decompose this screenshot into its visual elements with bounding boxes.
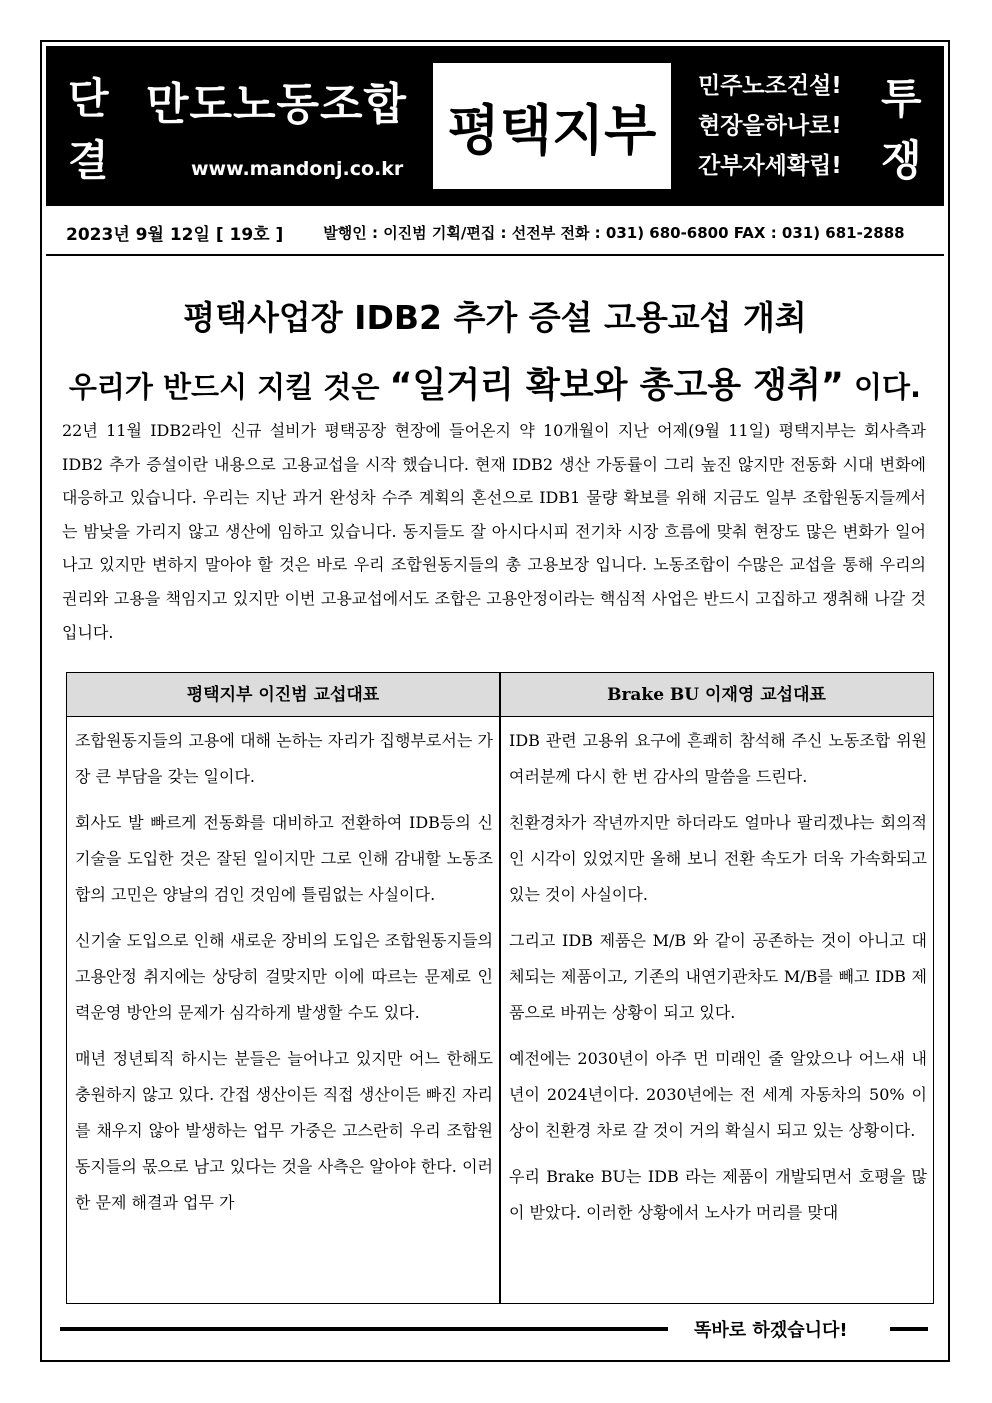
masthead-left-char-2: 결 <box>68 136 109 185</box>
table-column-divider <box>499 673 501 1303</box>
website-url: www.mandonj.co.kr <box>191 158 404 180</box>
masthead-right-char-2: 쟁 <box>881 136 922 185</box>
footer-rule-right <box>890 1327 928 1331</box>
left-paragraph: 조합원동지들의 고용에 대해 논하는 자리가 집행부로서는 가장 큰 부담을 갖는 일이다. <box>75 731 493 786</box>
statements-table <box>66 672 934 1304</box>
right-column-header: Brake BU 이재영 교섭대표 <box>607 685 826 705</box>
headline: 평택사업장 IDB2 추가 증설 고용교섭 개최 <box>183 298 807 337</box>
issue-info-bar <box>46 210 944 256</box>
publisher-info: 발행인 : 이진범 기획/편집 : 선전부 전화 : 031) 680-6800 FAX : 031) 681-2888 <box>323 223 905 242</box>
right-paragraph: 예전에는 2030년이 아주 먼 미래인 줄 알았으나 어느새 내년이 2024년이다. 2030년에는 전 세계 자동차의 50% 이상이 친환경 차로 갈 것이 거의 확실시 되고 있는 상황이다. <box>509 1049 927 1140</box>
masthead-slogans <box>698 66 842 186</box>
left-paragraph: 신기술 도입으로 인해 새로운 장비의 도입은 조합원동지들의 고용안정 취지에는 상당히 걸맞지만 이에 따르는 문제로 인력운영 방안의 문제가 심각하게 발생할 수도 있다. <box>75 931 493 1022</box>
footer-slogan: 똑바로 하겠습니다! <box>694 1320 848 1341</box>
left-paragraph: 매년 정년퇴직 하시는 분들은 늘어나고 있지만 어느 한해도 충원하지 않고 있다. 간접 생산이든 직접 생산이든 빠진 자리를 채우지 않아 발생하는 업무 가중은 고스란히 우리 조합원동지들의 몫으로 남고 있다는 것을 사측은 알아야 한다. 이러한 문제 해결과 업무 가 <box>75 1049 493 1212</box>
left-paragraph: 회사도 발 빠르게 전동화를 대비하고 전환하여 IDB등의 신기술을 도입한 것은 잘된 일이지만 그로 인해 감내할 노동조합의 고민은 양날의 검인 것임에 틀림없는 사실이다. <box>75 813 493 904</box>
right-paragraph: 그리고 IDB 제품은 M/B 와 같이 공존하는 것이 아니고 대체되는 제품이고, 기존의 내연기관차도 M/B를 빼고 IDB 제품으로 바뀌는 상황이 되고 있다. <box>509 931 927 1022</box>
branch-name: 평택지부 <box>447 98 657 162</box>
footer-rule-left <box>60 1327 668 1331</box>
issue-date: 2023년 9월 12일 [ 19호 ] <box>66 224 284 245</box>
branch-box <box>430 60 674 192</box>
slogan-3: 간부자세확립! <box>698 153 842 179</box>
right-paragraph: 친환경차가 작년까지만 하더라도 얼마나 팔리겠냐는 회의적인 시각이 있었지만 올해 보니 전환 속도가 더욱 가속화되고 있는 것이 사실이다. <box>509 813 927 904</box>
masthead-left-char-1: 단 <box>68 74 109 123</box>
subheadline-quote: “일거리 확보와 총고용 쟁취” <box>389 366 844 406</box>
right-column-body <box>509 723 927 1241</box>
subheadline-suffix: 이다. <box>843 370 922 404</box>
intro-paragraph: 22년 11월 IDB2라인 신규 설비가 평택공장 현장에 들어온지 약 10개월이 지난 어제(9월 11일) 평택지부는 회사측과 IDB2 추가 증설이란 내용으로 고용교섭을 시작 했습니다. 현재 IDB2 생산 가동률이 그리 높진 않지만 전동화 시대 변화에 대응하고 있습니다. 우리는 지난 과거 완성차 수주 계획의 혼선으로 IDB1 물량 확보를 위해 지금도 일부 조합원동지들께서는 밤낮을 가리지 않고 생산에 임하고 있습니다. 동지들도 잘 아시다시피 전기차 시장 흐름에 맞춰 현장도 많은 변화가 일어나고 있지만 변하지 말아야 할 것은 바로 우리 조합원동지들의 총 고용보장 입니다. 노동조합이 수많은 교섭을 통해 우리의 권리와 고용을 책임지고 있지만 이번 고용교섭에서도 조합은 고용안정이라는 핵심적 사업은 반드시 고집하고 쟁취해 나갈 것입니다. <box>62 421 926 642</box>
slogan-2: 현장을하나로! <box>698 113 842 139</box>
right-paragraph: 우리 Brake BU는 IDB 라는 제품이 개발되면서 호평을 많이 받았다. 이러한 상황에서 노사가 머리를 맞대 <box>509 1167 927 1222</box>
union-name: 만도노동조합 <box>146 79 408 130</box>
masthead-right-char-1: 투 <box>881 74 922 123</box>
left-column-body <box>75 723 493 1231</box>
newsletter-frame <box>40 40 950 1362</box>
masthead-banner <box>46 46 944 206</box>
right-paragraph: IDB 관련 고용위 요구에 흔쾌히 참석해 주신 노동조합 위원 여러분께 다시 한 번 감사의 말씀을 드린다. <box>509 731 927 786</box>
subheadline <box>42 358 948 408</box>
left-column-header: 평택지부 이진범 교섭대표 <box>186 685 380 705</box>
slogan-1: 민주노조건설! <box>698 73 842 99</box>
subheadline-prefix: 우리가 반드시 지킬 것은 <box>68 370 390 404</box>
